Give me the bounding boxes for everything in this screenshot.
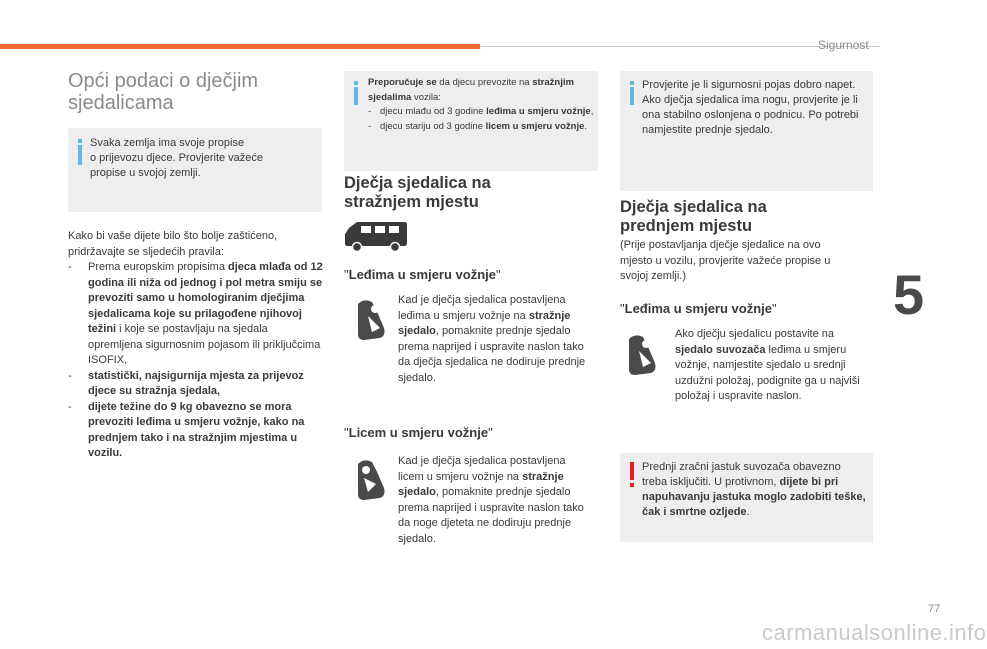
note-line: propise u svojoj zemlji. [90, 167, 201, 179]
rear-facing-text: Kad je dječja sjedalica postavljena leđima u smjeru vožnje na stražnje sjedalo, pomaknite prednje sjedalo prema naprijed i uspravite naslon tako da dječja sjedalica ne dodiruje prednje sjedalo. [398, 294, 586, 384]
rear-facing-heading: "Leđima u smjeru vožnje" [344, 267, 501, 282]
watermark: carmanualsonline.info [762, 620, 987, 645]
list-item: - dijete težine do 9 kg obavezno se mora prevoziti leđima u smjeru vožnje, kako na prednjem tako i na stražnjim mjestima u vozilu. [68, 400, 305, 459]
front-rear-facing-text: Ako dječju sjedalicu postavite na sjedalo suvozača leđima u smjeru vožnje, namjestite sjedalo u srednji uzdužni položaj, podignite ga u najviši položaj i uspravite naslon. [675, 328, 860, 402]
note-line: o prijevozu djece. Provjerite važeće [90, 152, 264, 164]
child-seat-icon [354, 298, 390, 342]
page-number: 77 [928, 603, 941, 615]
warning-icon [630, 462, 634, 480]
note-line: Preporučuje se da djecu prevozite na stražnjim sjedalima vozila: [368, 77, 574, 103]
page-title: Opći podaci o dječjim sjedalicama [68, 70, 259, 114]
list-item: - Prema europskim propisima djeca mlađa od 12 godina ili niža od jednog i pol metra smiju se prevoziti samo u homologiranim dječjima sjedalicama koje su prilagođene njihovoj težini i koje se postavljaju na sjedala opremljena sigurnosnim pojasom ili priključcima ISOFIX, [68, 261, 323, 366]
chapter-number: 5 [893, 263, 925, 326]
section-title: Sigurnost [818, 38, 869, 52]
intro-text [68, 229, 324, 462]
note-line: Svaka zemlja ima svoje propise [90, 137, 245, 149]
forward-facing-text: Kad je dječja sjedalica postavljena licem u smjeru vožnje na stražnje sjedalo, pomaknite prednje sjedalo prema naprijed i uspravite naslon tako da noge djeteta ne dodiruju prednje sjedalo. [398, 455, 584, 545]
info-icon [78, 145, 82, 165]
child-seat-icon [625, 333, 661, 377]
front-rear-facing-heading: "Leđima u smjeru vožnje" [620, 301, 777, 316]
intro-line: pridržavajte se sljedećih pravila: [68, 245, 224, 258]
list-item: - djecu mlađu od 3 godine leđima u smjeru vožnje, [368, 106, 594, 117]
info-note-recommendation [344, 71, 598, 171]
list-item: - statistički, najsigurnija mjesta za prijevoz djece su stražnja sjedala, [68, 369, 304, 397]
list-item: - djecu stariju od 3 godine licem u smjeru vožnje. [368, 120, 588, 132]
front-seat-intro: (Prije postavljanja dječje sjedalice na ovo mjesto u vozilu, provjerite važeće propise u svojoj zemlji.) [620, 239, 831, 282]
header-accent-bar [0, 44, 480, 49]
info-icon [630, 87, 634, 105]
intro-line: Kako bi vaše dijete bilo što bolje zaštićeno, [68, 230, 278, 242]
forward-facing-heading: "Licem u smjeru vožnje" [344, 425, 493, 440]
van-icon [343, 219, 409, 253]
note-line: Ako dječja sjedalica ima nogu, provjerite je li ona stabilno oslonjena o podnicu. Po potrebi namjestite prednje sjedalo. [642, 94, 859, 136]
info-icon [354, 87, 358, 105]
front-seat-heading: Dječja sjedalica na prednjem mjestu [620, 198, 767, 235]
child-seat-icon [354, 458, 390, 502]
warning-note-airbag: Prednji zračni jastuk suvozača obavezno treba isključiti. U protivnom, dijete bi pri napuhavanju jastuka moglo zadobiti teške, čak i smrtne ozljede. [620, 453, 873, 542]
info-note-seatbelt [620, 71, 873, 191]
rear-seat-heading: Dječja sjedalica na stražnjem mjestu [344, 174, 491, 211]
info-note-regulations [68, 128, 322, 212]
note-line: Provjerite je li sigurnosni pojas dobro napet. [642, 79, 856, 91]
